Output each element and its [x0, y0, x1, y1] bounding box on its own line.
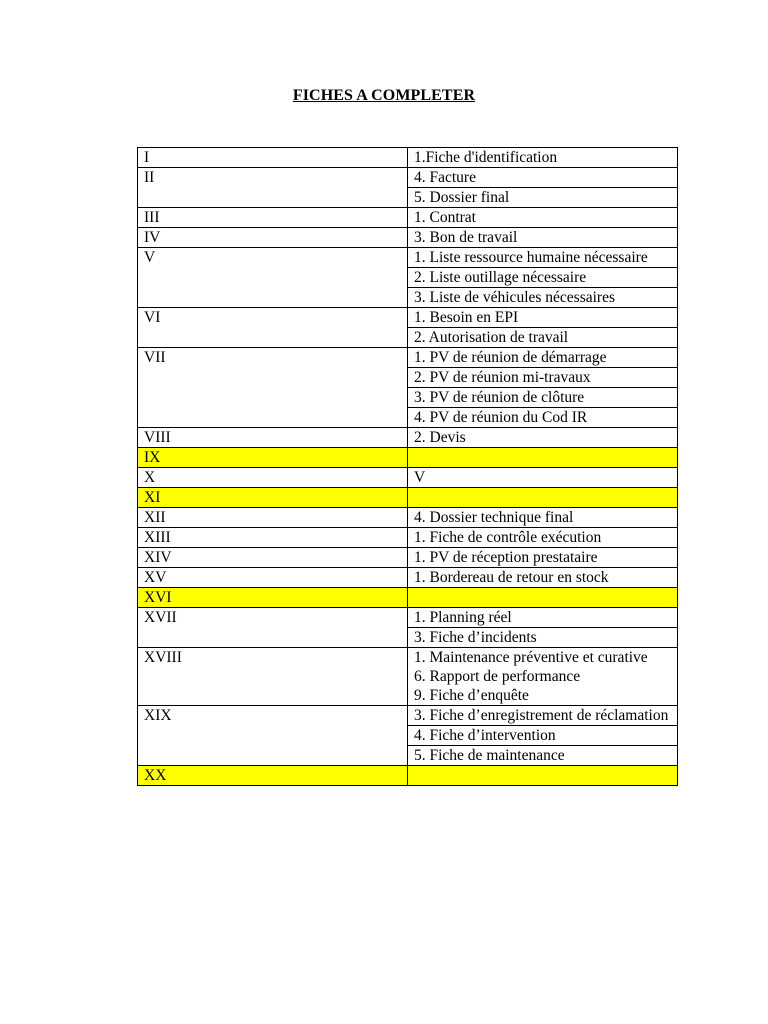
fiche-item-cell: 4. PV de réunion du Cod IR [408, 408, 678, 428]
table-row [138, 208, 678, 228]
section-number-cell: V [138, 248, 408, 308]
table-row [138, 348, 678, 368]
fiches-table-body [138, 148, 678, 786]
table-row [138, 568, 678, 588]
table-row [138, 648, 678, 706]
table-row [138, 608, 678, 628]
fiche-item-cell: 3. Bon de travail [408, 228, 678, 248]
fiche-item-cell: 2. Autorisation de travail [408, 328, 678, 348]
fiche-item-cell: 2. Liste outillage nécessaire [408, 268, 678, 288]
section-number-cell: XII [138, 508, 408, 528]
fiche-item-cell: 1. Maintenance préventive et curative 6. Rapport de performance 9. Fiche d’enquête [408, 648, 678, 706]
section-number-cell: XVII [138, 608, 408, 648]
fiche-item-cell: 1. Fiche de contrôle exécution [408, 528, 678, 548]
fiche-item-cell: 1. Contrat [408, 208, 678, 228]
fiche-item-cell [408, 588, 678, 608]
table-row [138, 428, 678, 448]
fiche-item-cell: 4. Facture [408, 168, 678, 188]
table-row [138, 766, 678, 786]
table-row [138, 148, 678, 168]
fiche-item-cell: 3. Liste de véhicules nécessaires [408, 288, 678, 308]
fiche-item-cell: 3. PV de réunion de clôture [408, 388, 678, 408]
fiche-item-cell: 1. Liste ressource humaine nécessaire [408, 248, 678, 268]
fiche-item-cell: 1. Bordereau de retour en stock [408, 568, 678, 588]
fiche-item-cell [408, 488, 678, 508]
section-number-cell: I [138, 148, 408, 168]
section-number-cell: VII [138, 348, 408, 428]
table-row [138, 448, 678, 468]
table-row [138, 248, 678, 268]
table-row [138, 488, 678, 508]
fiche-item-cell: 3. Fiche d’enregistrement de réclamation [408, 706, 678, 726]
table-row [138, 228, 678, 248]
fiche-item-cell [408, 448, 678, 468]
section-number-cell: IV [138, 228, 408, 248]
section-number-cell: XIX [138, 706, 408, 766]
fiche-item-cell: V [408, 468, 678, 488]
section-number-cell: X [138, 468, 408, 488]
document-title: FICHES A COMPLETER [292, 87, 476, 104]
fiche-item-cell: 3. Fiche d’incidents [408, 628, 678, 648]
fiche-item-cell: 4. Fiche d’intervention [408, 726, 678, 746]
section-number-cell: XVI [138, 588, 408, 608]
fiche-item-cell [408, 766, 678, 786]
fiche-item-cell: 2. Devis [408, 428, 678, 448]
section-number-cell: XX [138, 766, 408, 786]
table-row [138, 308, 678, 328]
fiche-item-cell: 1. PV de réception prestataire [408, 548, 678, 568]
section-number-cell: VIII [138, 428, 408, 448]
section-number-cell: II [138, 168, 408, 208]
table-row [138, 468, 678, 488]
table-row [138, 548, 678, 568]
table-row [138, 588, 678, 608]
section-number-cell: VI [138, 308, 408, 348]
section-number-cell: XI [138, 488, 408, 508]
fiche-item-cell: 5. Dossier final [408, 188, 678, 208]
section-number-cell: XIV [138, 548, 408, 568]
fiche-item-cell: 1. PV de réunion de démarrage [408, 348, 678, 368]
section-number-cell: XIII [138, 528, 408, 548]
fiche-item-cell: 5. Fiche de maintenance [408, 746, 678, 766]
section-number-cell: XVIII [138, 648, 408, 706]
table-row [138, 508, 678, 528]
fiche-item-cell: 4. Dossier technique final [408, 508, 678, 528]
fiche-item-cell: 1.Fiche d'identification [408, 148, 678, 168]
table-row [138, 706, 678, 726]
table-row [138, 168, 678, 188]
fiche-item-cell: 1. Planning réel [408, 608, 678, 628]
fiches-table [137, 147, 678, 786]
table-row [138, 528, 678, 548]
section-number-cell: XV [138, 568, 408, 588]
section-number-cell: IX [138, 448, 408, 468]
section-number-cell: III [138, 208, 408, 228]
fiche-item-cell: 1. Besoin en EPI [408, 308, 678, 328]
fiche-item-cell: 2. PV de réunion mi-travaux [408, 368, 678, 388]
